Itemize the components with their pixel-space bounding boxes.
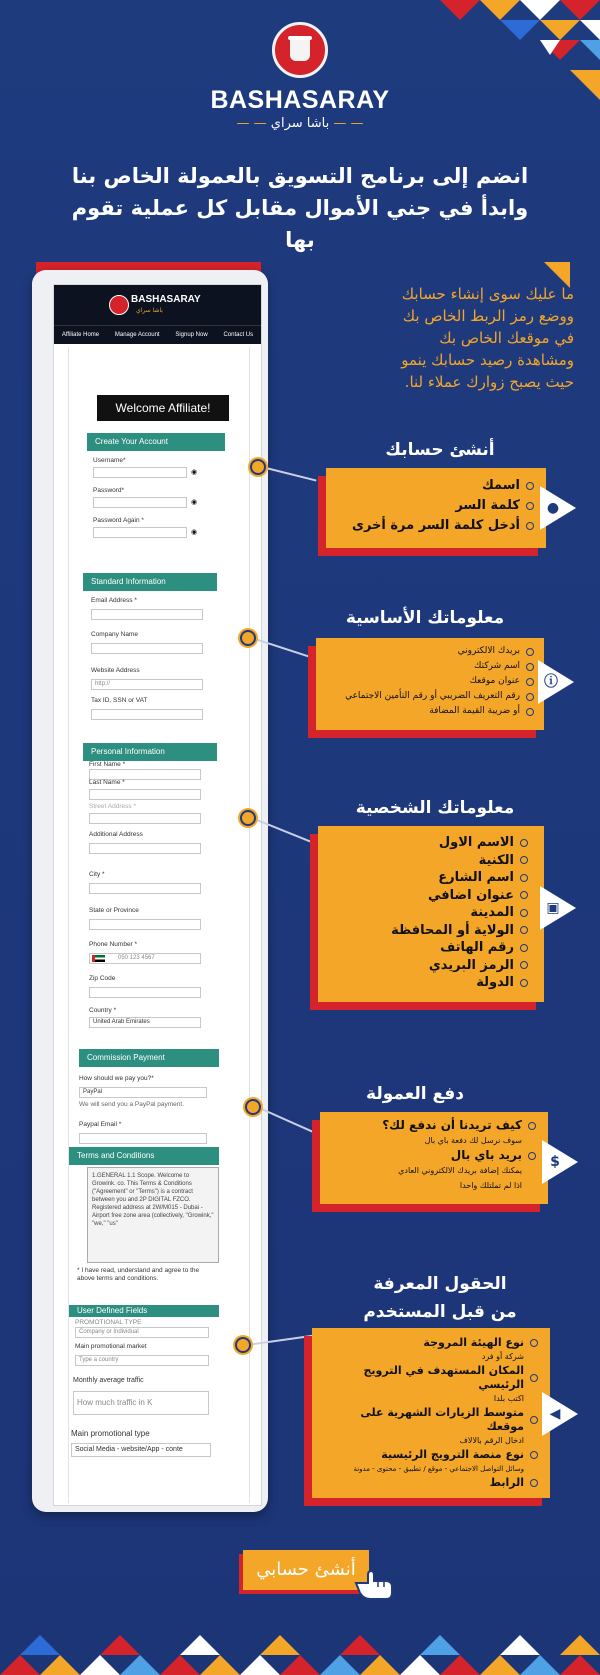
- intro-text: [322, 283, 574, 393]
- basic-item: أو ضريبة القيمة المضافة: [326, 704, 534, 719]
- user-defined-item: نوع منصة الترويج الرئيسية: [324, 1448, 538, 1462]
- eye-icon[interactable]: ◉: [190, 498, 198, 506]
- additional-address-label: Additional Address: [89, 831, 143, 838]
- main-promo-type-label: Main promotional type: [71, 1429, 150, 1438]
- connector-dot: [235, 1337, 251, 1353]
- pay-note: We will send you a PayPal payment.: [79, 1101, 185, 1108]
- promo-type-label: PROMOTIONAL TYPE: [75, 1319, 142, 1326]
- how-pay-label: How should we pay you?*: [79, 1075, 154, 1082]
- account-heading: أنشئ حسابك: [385, 440, 495, 460]
- site-nav: [54, 325, 261, 344]
- site-header: [54, 285, 261, 325]
- monthly-traffic-label: Monthly average traffic: [73, 1377, 144, 1384]
- nav-contact-us[interactable]: Contact Us: [223, 332, 254, 338]
- user-defined-heading: [340, 1270, 540, 1326]
- site-logo: [109, 295, 129, 315]
- agree-checkbox-label[interactable]: * I have read, understand and agree to the above terms and conditions.: [77, 1267, 200, 1282]
- user-defined-item: نوع الهيئة المروجة: [324, 1336, 538, 1350]
- email-input[interactable]: [91, 609, 203, 620]
- monthly-traffic-input[interactable]: How much traffic in K: [73, 1391, 209, 1415]
- fez-icon: [290, 39, 310, 61]
- money-hand-icon: $: [550, 1154, 560, 1170]
- company-input[interactable]: [91, 643, 203, 654]
- bottom-pattern: [0, 1635, 600, 1675]
- site-brand-sub: باشا سراي: [136, 307, 163, 314]
- uae-flag-icon: [92, 955, 105, 962]
- nav-manage-account[interactable]: Manage Account: [114, 332, 160, 338]
- personal-item: عنوان اضافي: [334, 887, 528, 905]
- intro-line: ما عليك سوى إنشاء حسابك: [401, 285, 574, 303]
- terms-textbox[interactable]: 1.GENERAL 1.1 Scope. Welcome to Growink. co. This Terms & Conditions ("Agreement" or "Terms") is a contract between you and 2P DIGITAL FZCO. Registered address at 2W/M015 - Dubai - Airport free zone area (collectively, "Growink," "we," "us": [87, 1167, 219, 1263]
- tax-label: Tax ID, SSN or VAT: [91, 697, 148, 704]
- top-right-pattern: [440, 0, 600, 100]
- website-label: Website Address: [91, 667, 140, 674]
- personal-item: الدولة: [334, 974, 528, 992]
- email-label: Email Address *: [91, 597, 137, 604]
- user-defined-item: المكان المستهدف في الترويج الرئيسي: [324, 1364, 538, 1392]
- main-market-label: Main promotional market: [75, 1343, 147, 1350]
- payment-paypal-note-2: اذا لم تملتلك واحدا: [459, 1181, 522, 1190]
- last-name-input[interactable]: [89, 789, 201, 800]
- last-name-label: Last Name *: [89, 779, 125, 786]
- country-label: Country *: [89, 1007, 117, 1014]
- megaphone-icon: ◀: [549, 1406, 561, 1422]
- basic-item: عنوان موقعك: [326, 674, 534, 689]
- personal-tab: [540, 886, 584, 930]
- basic-box: [316, 638, 544, 730]
- phone-input[interactable]: 050 123 4567: [89, 953, 201, 964]
- basic-heading: معلوماتك الأساسية: [345, 608, 505, 628]
- password-again-label: Password Again *: [93, 517, 144, 524]
- country-select[interactable]: United Arab Emirates: [89, 1017, 201, 1028]
- user-defined-item: متوسط الزيارات الشهرية على موقعك: [324, 1406, 538, 1434]
- tax-input[interactable]: [91, 709, 203, 720]
- first-name-label: First Name *: [89, 761, 126, 768]
- state-label: State or Province: [89, 907, 139, 914]
- info-icon: ⓘ: [544, 674, 558, 690]
- payment-box: [320, 1112, 548, 1204]
- terms-bar: Terms and Conditions: [69, 1147, 219, 1165]
- personal-item: المدينة: [334, 904, 528, 922]
- user-defined-heading-line-1: الحقول المعرفة: [373, 1274, 507, 1294]
- payment-question: كيف تريدنا أن ندفع لك؟: [332, 1118, 536, 1133]
- username-label: Username*: [93, 457, 126, 464]
- connector-dot: [245, 1099, 261, 1115]
- basic-item: بريدك الالكتروني: [326, 644, 534, 659]
- phone-label: Phone Number *: [89, 941, 138, 948]
- nav-signup-now[interactable]: Signup Now: [175, 332, 208, 338]
- phone-screen: [53, 284, 262, 1506]
- user-fields-bar: User Defined Fields: [69, 1305, 219, 1317]
- user-defined-tab: [542, 1392, 586, 1436]
- user-defined-heading-line-2: من قبل المستخدم: [363, 1302, 517, 1322]
- headline-line-1: انضم إلى برنامج التسويق بالعمولة الخاص بنا: [71, 164, 529, 188]
- create-account-button[interactable]: أنشئ حسابي: [243, 1550, 369, 1590]
- paypal-email-label: Paypal Email *: [79, 1121, 122, 1128]
- account-box: [326, 468, 546, 548]
- password-label: Password*: [93, 487, 125, 494]
- intro-line: حيث يصبح زوارك عملاء لنا.: [404, 373, 574, 391]
- personal-item: اسم الشارع: [334, 869, 528, 887]
- password-again-input[interactable]: [93, 527, 187, 538]
- username-input[interactable]: [93, 467, 187, 478]
- basic-item: اسم شركتك: [326, 659, 534, 674]
- payment-paypal: بريد باي بال: [332, 1148, 536, 1163]
- eye-icon[interactable]: ◉: [190, 528, 198, 536]
- user-defined-note: اكتب بلدا: [493, 1394, 524, 1403]
- payment-heading: دفع العمولة: [366, 1084, 464, 1104]
- commission-bar: Commission Payment: [79, 1049, 219, 1067]
- user-defined-note: شركة أو فرد: [481, 1352, 524, 1361]
- zip-input[interactable]: [89, 987, 201, 998]
- nav-affiliate-home[interactable]: Affiliate Home: [61, 332, 100, 338]
- city-label: City *: [89, 871, 105, 878]
- welcome-banner: Welcome Affiliate!: [97, 395, 229, 421]
- payment-tab: [542, 1140, 586, 1184]
- payment-paypal-note-1: يمكنك إضافة بريدك الالكتروني العادي: [398, 1166, 522, 1175]
- personal-item: الولاية أو المحافظة: [334, 922, 528, 940]
- user-defined-note: ادخال الرقم بالالاف: [459, 1436, 524, 1445]
- intro-line: في موقعك الخاص بك: [439, 329, 574, 347]
- headline-line-2: وابدأ في جني الأموال مقابل كل عملية تقوم بها: [71, 196, 529, 252]
- state-input[interactable]: [89, 919, 201, 930]
- connector-dot: [240, 810, 256, 826]
- company-label: Company Name: [91, 631, 138, 638]
- personal-item: رقم الهاتف: [334, 939, 528, 957]
- street-label: Street Address *: [89, 803, 136, 810]
- create-account-bar: Create Your Account: [87, 433, 225, 451]
- intro-line: ووضع رمز الربط الخاص بك: [402, 307, 574, 325]
- brand-arabic: — — باشا سراي — —: [236, 116, 364, 131]
- brand-logo: [272, 22, 328, 78]
- basic-tab: [538, 660, 582, 704]
- paypal-email-input[interactable]: [79, 1133, 207, 1144]
- basic-item: رقم التعريف الضريبي أو رقم التأمين الاجتماعي: [326, 689, 534, 704]
- personal-item: الرمز البريدي: [334, 957, 528, 975]
- user-defined-item: الرابط: [324, 1476, 538, 1490]
- signup-form: [68, 347, 250, 1503]
- site-brand: BASHASARAY: [131, 294, 201, 305]
- standard-info-bar: Standard Information: [83, 573, 217, 591]
- additional-address-input[interactable]: [89, 843, 201, 854]
- account-item: كلمة السر: [338, 496, 534, 516]
- intro-line: ومشاهدة رصيد حسابك ينمو: [401, 351, 574, 369]
- personal-item: الكنية: [334, 852, 528, 870]
- connector-line: [262, 466, 317, 481]
- account-item: أدخل كلمة السر مرة أخرى: [338, 516, 534, 536]
- user-defined-box: [312, 1328, 550, 1498]
- payment-method-select[interactable]: PayPal: [79, 1087, 207, 1098]
- page-headline: [60, 160, 540, 256]
- street-input[interactable]: [89, 813, 201, 824]
- account-item: اسمك: [338, 476, 534, 496]
- main-market-input[interactable]: Type a country: [75, 1355, 209, 1366]
- brand-name: BASHASARAY: [210, 86, 390, 114]
- id-card-icon: ▣: [546, 900, 560, 916]
- eye-icon[interactable]: ◉: [190, 468, 198, 476]
- account-tab: [540, 486, 584, 530]
- zip-label: Zip Code: [89, 975, 116, 982]
- personal-info-bar: Personal Information: [83, 743, 217, 761]
- payment-question-note: سوف نرسل لك دفعة باي بال: [424, 1136, 522, 1145]
- pointing-hand-icon: [352, 1565, 396, 1601]
- personal-heading: معلوماتك الشخصية: [355, 798, 515, 818]
- personal-item: الاسم الاول: [334, 834, 528, 852]
- main-promo-type-select[interactable]: Social Media - website/App - conte: [71, 1443, 211, 1457]
- personal-box: [318, 826, 544, 1002]
- user-icon: ●: [546, 500, 560, 516]
- connector-dot: [240, 630, 256, 646]
- password-input[interactable]: [93, 497, 187, 508]
- user-defined-note: وسائل التواصل الاجتماعي - موقع / تطبيق - محتوى - مدونة: [353, 1465, 524, 1473]
- city-input[interactable]: [89, 883, 201, 894]
- website-input[interactable]: http://: [91, 679, 203, 690]
- promo-type-input[interactable]: Company or Individual: [75, 1327, 209, 1338]
- connector-dot: [250, 459, 266, 475]
